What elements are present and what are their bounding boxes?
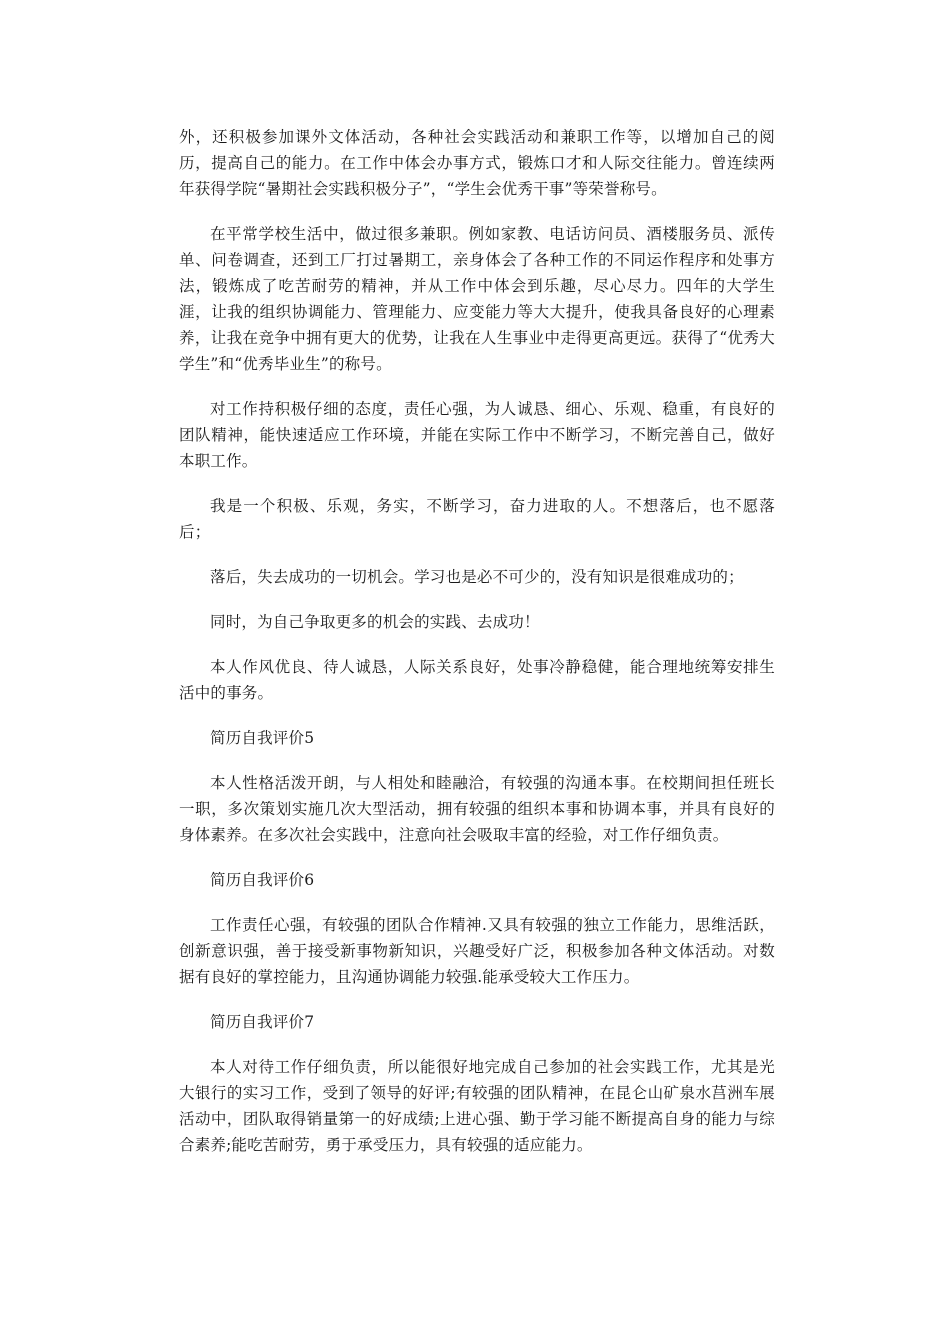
paragraph-continuation: 外，还积极参加课外文体活动，各种社会实践活动和兼职工作等，以增加自己的阅历，提高自己的能力。在工作中体会办事方式，锻炼口才和人际交往能力。曾连续两年获得学院“暑期社会实践积极分子”，“学生会优秀干事”等荣誉称号。 [179, 128, 775, 198]
document-body [179, 124, 775, 1177]
paragraph-evaluation-6: 工作责任心强，有较强的团队合作精神.又具有较强的独立工作能力，思维活跃，创新意识强，善于接受新事物新知识，兴趣受好广泛，积极参加各种文体活动。对数据有良好的掌控能力，且沟通协调能力较强.能承受较大工作压力。 [179, 916, 775, 986]
paragraph-learning: 落后，失去成功的一切机会。学习也是必不可少的，没有知识是很难成功的； [210, 568, 744, 586]
section-heading-7: 简历自我评价7 [210, 1013, 315, 1031]
paragraph-evaluation-5: 本人性格活泼开朗，与人相处和睦融洽，有较强的沟通本事。在校期间担任班长一职，多次策划实施几次大型活动，拥有较强的组织本事和协调本事，并具有良好的身体素养。在多次社会实践中，注意向社会吸取丰富的经验，对工作仔细负责。 [179, 774, 775, 844]
section-heading-5: 简历自我评价5 [210, 729, 315, 747]
paragraph-positive-person: 我是一个积极、乐观，务实，不断学习，奋力进取的人。不想落后，也不愿落后； [179, 497, 775, 541]
paragraph-opportunity: 同时，为自己争取更多的机会的实践、去成功！ [210, 613, 540, 631]
section-heading-6: 简历自我评价6 [210, 871, 315, 889]
paragraph-evaluation-7: 本人对待工作仔细负责，所以能很好地完成自己参加的社会实践工作，尤其是光大银行的实习工作，受到了领导的好评;有较强的团队精神，在昆仑山矿泉水莒洲车展活动中，团队取得销量第一的好成绩;上进心强、勤于学习能不断提高自身的能力与综合素养;能吃苦耐劳，勇于承受压力，具有较强的适应能力。 [179, 1058, 775, 1154]
paragraph-part-time-jobs: 在平常学校生活中，做过很多兼职。例如家教、电话访问员、酒楼服务员、派传单、问卷调查，还到工厂打过暑期工，亲身体会了各种工作的不同运作程序和处事方法，锻炼成了吃苦耐劳的精神，并从工作中体会到乐趣，尽心尽力。四年的大学生涯，让我的组织协调能力、管理能力、应变能力等大大提升，使我具备良好的心理素养，让我在竞争中拥有更大的优势，让我在人生事业中走得更高更远。获得了“优秀大学生”和“优秀毕业生”的称号。 [179, 225, 775, 373]
paragraph-work-style: 本人作风优良、待人诚恳，人际关系良好，处事冷静稳健，能合理地统筹安排生活中的事务。 [179, 658, 775, 702]
paragraph-work-attitude: 对工作持积极仔细的态度，责任心强，为人诚恳、细心、乐观、稳重，有良好的团队精神，能快速适应工作环境，并能在实际工作中不断学习，不断完善自己，做好本职工作。 [179, 400, 775, 470]
